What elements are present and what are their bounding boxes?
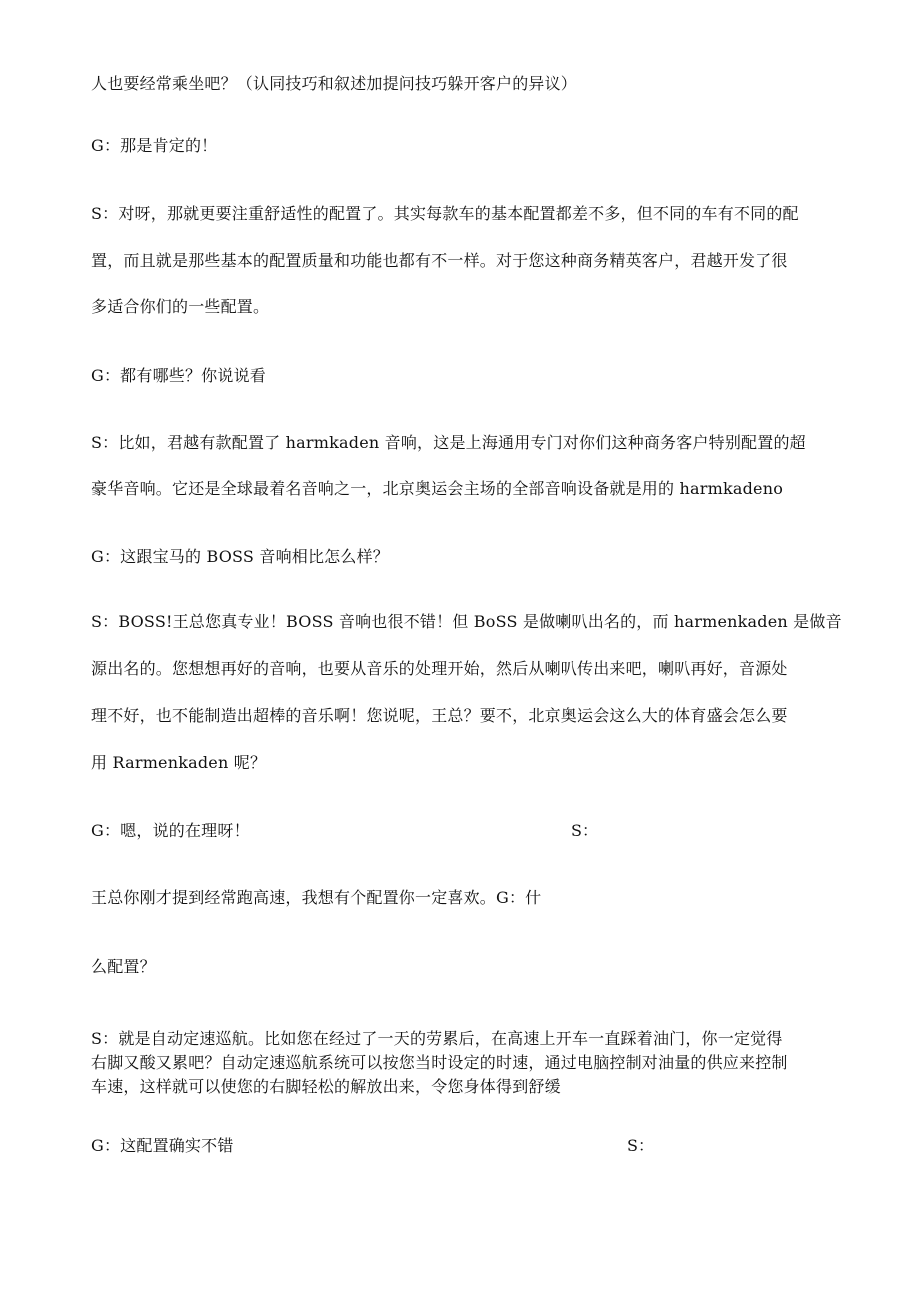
text-line: S：对呀，那就更要注重舒适性的配置了。其实每款车的基本配置都差不多，但不同的车有不同的配 — [91, 204, 799, 223]
text-line: G：这跟宝马的 BOSS 音响相比怎么样？ — [91, 547, 389, 566]
text-line: 多适合你们的一些配置。 — [91, 297, 270, 316]
speaker-label-s: S： — [571, 821, 598, 840]
text-line: 车速，这样就可以使您的右脚轻松的解放出来，令您身体得到舒缓 — [91, 1077, 561, 1096]
text-line: S：比如，君越有款配置了 harmkaden 音响，这是上海通用专门对你们这种商务客户特别配置的超 — [91, 433, 806, 452]
text-line: 置，而且就是那些基本的配置质量和功能也都有不一样。对于您这种商务精英客户，君越开发了很 — [91, 251, 788, 270]
text-line: S：BOSS!王总您真专业！BOSS 音响也很不错！但 BoSS 是做喇叭出名的，而 harmenkaden 是做音 — [91, 612, 842, 631]
text-line: S：就是自动定速巡航。比如您在经过了一天的劳累后，在高速上开车一直踩着油门，你一定觉得 — [91, 1029, 783, 1048]
text-line: 王总你刚才提到经常跑高速，我想有个配置你一定喜欢。G：什 — [91, 888, 542, 907]
text-line: G：那是肯定的！ — [91, 136, 218, 155]
text-line: G：嗯，说的在理呀！ — [91, 821, 250, 840]
text-line: G：都有哪些？你说说看 — [91, 366, 266, 385]
text-line: 用 Rarmenkaden 呢？ — [91, 753, 267, 772]
text-line: 豪华音响。它还是全球最着名音响之一，北京奥运会主场的全部音响设备就是用的 harmkadeno — [91, 479, 784, 498]
text-line: 右脚又酸又累吧？自动定速巡航系统可以按您当时设定的时速，通过电脑控制对油量的供应来控制 — [91, 1053, 788, 1072]
text-line: 源出名的。您想想再好的音响，也要从音乐的处理开始，然后从喇叭传出来吧，喇叭再好，音源处 — [91, 659, 788, 678]
text-line: G：这配置确实不错 — [91, 1136, 234, 1155]
speaker-label-s: S： — [627, 1136, 654, 1155]
text-line: 人也要经常乘坐吧？（认同技巧和叙述加提问技巧躲开客户的异议） — [91, 74, 578, 93]
text-line: 么配置？ — [91, 957, 156, 976]
text-line: 理不好，也不能制造出超棒的音乐啊！您说呢，王总？要不，北京奥运会这么大的体育盛会怎么要 — [91, 706, 788, 725]
